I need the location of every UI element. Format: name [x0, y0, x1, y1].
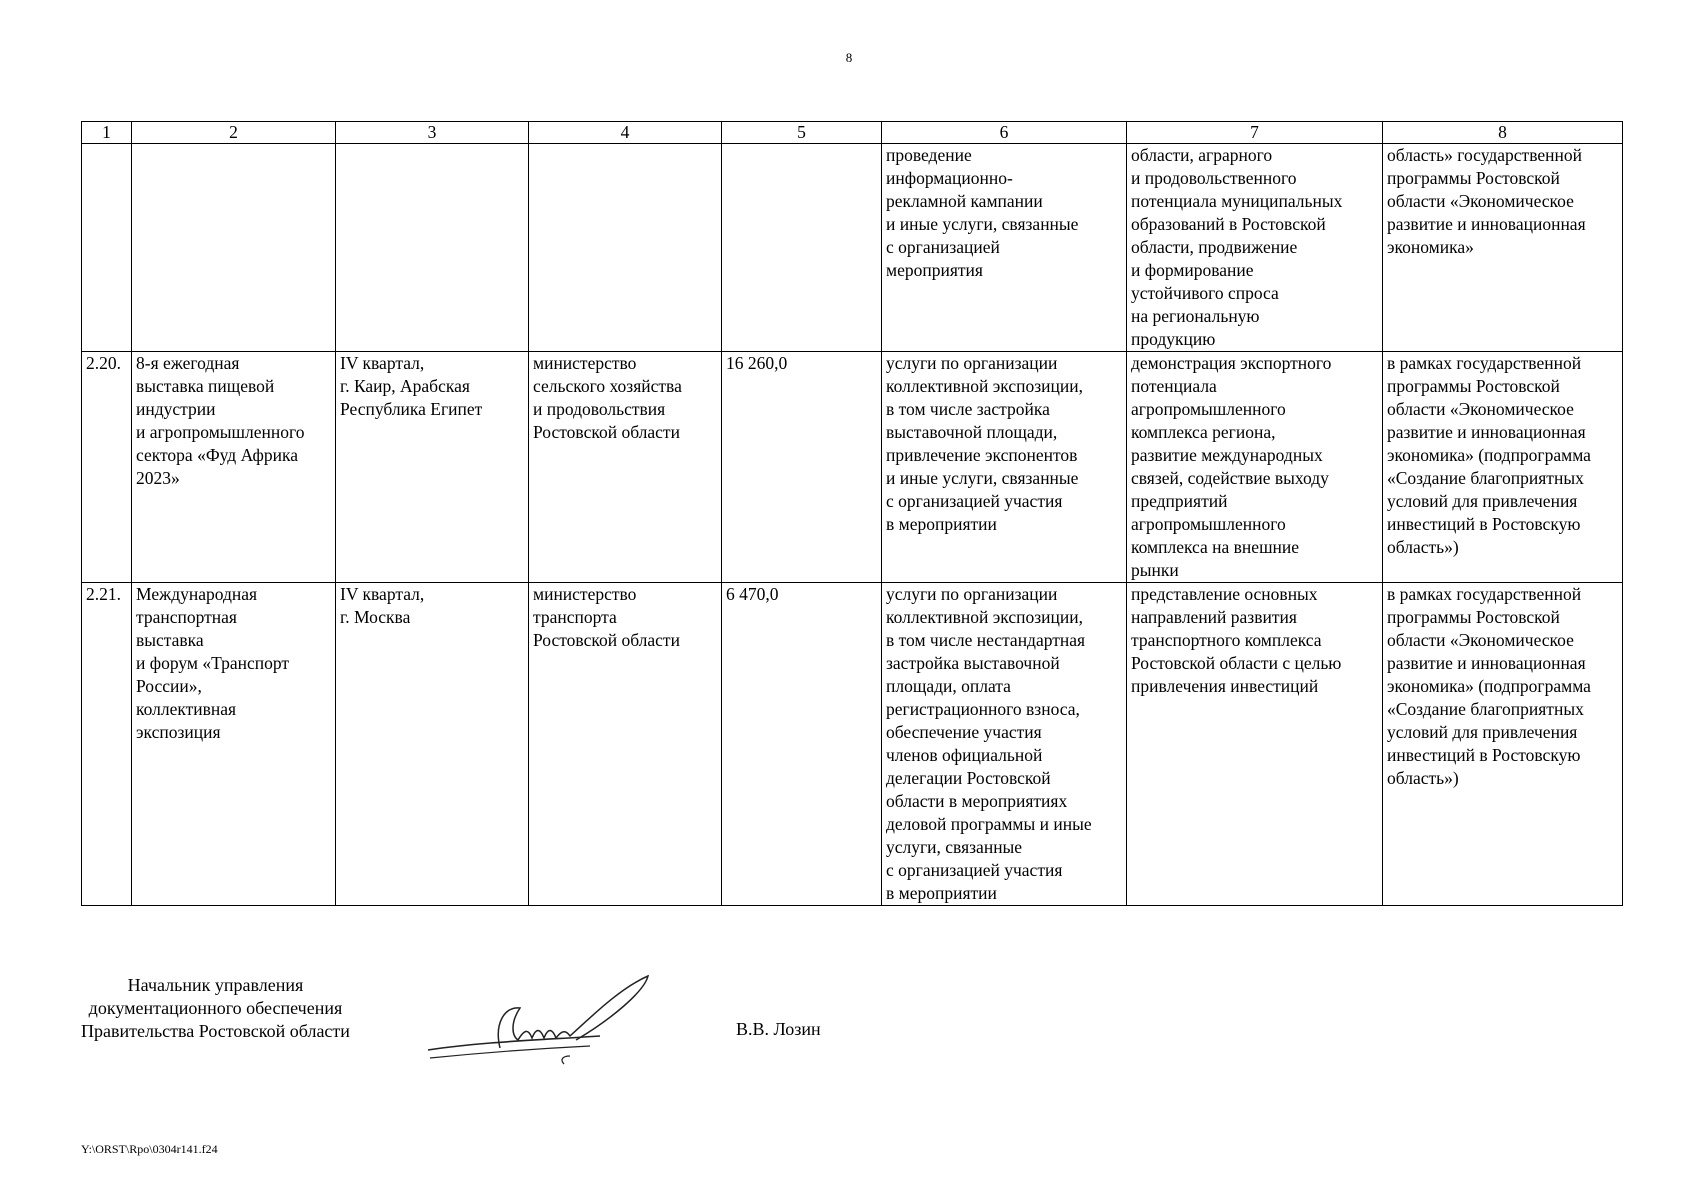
period-place-cell: IV квартал, г. Москва [336, 583, 529, 906]
page-number: 8 [845, 50, 853, 65]
services-cell: услуги по организации коллективной экспозиции, в том числе нестандартная застройка выставочной площади, оплата регистрационного взноса, обеспечение участия членов официальной делегации Ростовской области в мероприятиях деловой программы и иные услуги, связанные с организацией участия в мероприятии [882, 583, 1127, 906]
table-row [82, 352, 1623, 583]
row-number-cell [82, 144, 132, 352]
goal-cell: представление основных направлений развития транспортного комплекса Ростовской области с целью привлечения инвестиций [1127, 583, 1383, 906]
basis-cell: область» государственной программы Ростовской области «Экономическое развитие и инновационная экономика» [1383, 144, 1623, 352]
handwritten-signature [420, 968, 660, 1068]
event-name-cell: Международная транспортная выставка и форум «Транспорт России», коллективная экспозиция [132, 583, 336, 906]
header-cell: 3 [336, 122, 529, 144]
basis-cell: в рамках государственной программы Ростовской области «Экономическое развитие и инновационная экономика» (подпрограмма «Создание благоприятных условий для привлечения инвестиций в Ростовскую область») [1383, 352, 1623, 583]
header-cell: 6 [882, 122, 1127, 144]
goal-cell: демонстрация экспортного потенциала агропромышленного комплекса региона, развитие международных связей, содействие выходу предприятий агропромышленного комплекса на внешние рынки [1127, 352, 1383, 583]
executor-cell [529, 144, 722, 352]
table-row [82, 144, 1623, 352]
event-name-cell [132, 144, 336, 352]
signatory-position: Начальник управления документационного обеспечения Правительства Ростовской области [81, 975, 350, 1041]
header-cell: 4 [529, 122, 722, 144]
event-name-cell: 8-я ежегодная выставка пищевой индустрии и агропромышленного сектора «Фуд Африка 2023» [132, 352, 336, 583]
executor-cell: министерство сельского хозяйства и продовольствия Ростовской области [529, 352, 722, 583]
table-row [82, 583, 1623, 906]
amount-cell: 16 260,0 [722, 352, 882, 583]
period-place-cell: IV квартал, г. Каир, Арабская Республика Египет [336, 352, 529, 583]
row-number-cell: 2.21. [82, 583, 132, 906]
header-cell: 1 [82, 122, 132, 144]
goal-cell: области, аграрного и продовольственного потенциала муниципальных образований в Ростовской области, продвижение и формирование устойчивого спроса на региональную продукцию [1127, 144, 1383, 352]
row-number-cell: 2.20. [82, 352, 132, 583]
executor-cell: министерство транспорта Ростовской области [529, 583, 722, 906]
signatory-name: В.В. Лозин [736, 1019, 821, 1039]
period-place-cell [336, 144, 529, 352]
events-table [81, 121, 1623, 906]
header-cell: 8 [1383, 122, 1623, 144]
amount-cell: 6 470,0 [722, 583, 882, 906]
file-reference: Y:\ORST\Rpo\0304r141.f24 [81, 1142, 218, 1156]
basis-cell: в рамках государственной программы Ростовской области «Экономическое развитие и инновационная экономика» (подпрограмма «Создание благоприятных условий для привлечения инвестиций в Ростовскую область») [1383, 583, 1623, 906]
header-row [82, 122, 1623, 144]
services-cell: услуги по организации коллективной экспозиции, в том числе застройка выставочной площади, привлечение экспонентов и иные услуги, связанные с организацией участия в мероприятии [882, 352, 1127, 583]
header-cell: 5 [722, 122, 882, 144]
services-cell: проведение информационно- рекламной кампании и иные услуги, связанные с организацией мероприятия [882, 144, 1127, 352]
header-cell: 7 [1127, 122, 1383, 144]
header-cell: 2 [132, 122, 336, 144]
amount-cell [722, 144, 882, 352]
